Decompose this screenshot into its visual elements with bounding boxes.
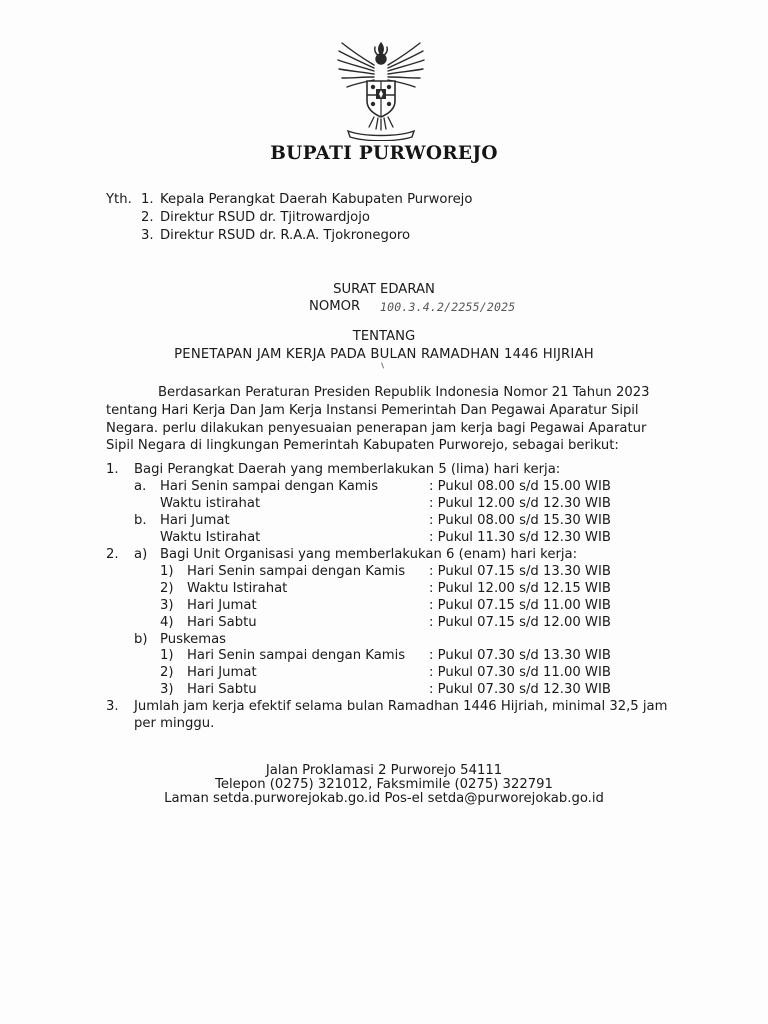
section2b-row-2-time: : Pukul 07.30 s/d 11.00 WIB [429, 665, 611, 680]
section2a-row-4-time: : Pukul 07.15 s/d 12.00 WIB [429, 615, 611, 630]
section2a-row-1-time: : Pukul 07.15 s/d 13.30 WIB [429, 564, 611, 579]
section3-num: 3. [106, 699, 119, 714]
section2b-marker: b) [134, 632, 148, 647]
section1-row-2-label: Waktu istirahat [160, 496, 261, 511]
nomor-label: NOMOR [309, 299, 361, 314]
nomor-value: 100.3.4.2/2255/2025 [380, 300, 516, 314]
intro-line-1: Berdasarkan Peraturan Presiden Republik Indonesia Nomor 21 Tahun 2023 [158, 385, 650, 400]
footer-phone: Telepon (0275) 321012, Faksmimile (0275) 322791 [215, 777, 553, 792]
section1-row-3-time: : Pukul 08.00 s/d 15.30 WIB [429, 513, 611, 528]
recipient-3-num: 3. [141, 228, 154, 243]
section1-row-2-time: : Pukul 12.00 s/d 12.30 WIB [429, 496, 611, 511]
section1-row-1-marker: a. [134, 479, 147, 494]
section2b-row-1-time: : Pukul 07.30 s/d 13.30 WIB [429, 648, 611, 663]
tentang-label: TENTANG [352, 329, 416, 344]
recipient-2-num: 2. [141, 210, 154, 225]
section1-num: 1. [106, 462, 119, 477]
section1-row-4-time: : Pukul 11.30 s/d 12.30 WIB [429, 530, 611, 545]
section2a-marker: a) [134, 547, 148, 562]
section2a-row-3-marker: 3) [160, 598, 174, 613]
section1-row-1-label: Hari Senin sampai dengan Kamis [160, 479, 379, 494]
section2a-row-2-time: : Pukul 12.00 s/d 12.15 WIB [429, 581, 611, 596]
section2a-row-3-label: Hari Jumat [187, 598, 257, 613]
section2b-row-3-time: : Pukul 07.30 s/d 12.30 WIB [429, 682, 611, 697]
section2a-row-4-label: Hari Sabtu [187, 615, 257, 630]
section2a-row-1-marker: 1) [160, 564, 174, 579]
intro-line-3: Negara. perlu dilakukan penyesuaian penerapan jam kerja bagi Pegawai Aparatur [106, 421, 647, 436]
section2b-row-3-label: Hari Sabtu [187, 682, 257, 697]
section2a-title: Bagi Unit Organisasi yang memberlakukan 6 (enam) hari kerja: [160, 547, 578, 562]
footer-web: Laman setda.purworejokab.go.id Pos-el setda@purworejokab.go.id [164, 791, 604, 806]
section2b-title: Puskemas [160, 632, 227, 647]
section2a-row-4-marker: 4) [160, 615, 174, 630]
section1-row-4-label: Waktu Istirahat [160, 530, 261, 545]
header-title: BUPATI PURWOREJO [270, 143, 498, 164]
section2a-row-3-time: : Pukul 07.15 s/d 11.00 WIB [429, 598, 611, 613]
section1-row-1-time: : Pukul 08.00 s/d 15.00 WIB [429, 479, 611, 494]
section2b-row-3-marker: 3) [160, 682, 174, 697]
section2-num: 2. [106, 547, 119, 562]
recipient-1-num: 1. [141, 192, 154, 207]
recipient-1-text: Kepala Perangkat Daerah Kabupaten Purworejo [160, 192, 473, 207]
section3-line-1: Jumlah jam kerja efektif selama bulan Ramadhan 1446 Hijriah, minimal 32,5 jam [134, 699, 668, 714]
circular-heading: SURAT EDARAN [333, 282, 435, 297]
section2b-row-2-label: Hari Jumat [187, 665, 257, 680]
recipient-3-text: Direktur RSUD dr. R.A.A. Tjokronegoro [160, 228, 411, 243]
section2b-row-1-label: Hari Senin sampai dengan Kamis [187, 648, 406, 663]
section1-title: Bagi Perangkat Daerah yang memberlakukan 5 (lima) hari kerja: [134, 462, 561, 477]
section1-row-3-label: Hari Jumat [160, 513, 230, 528]
garuda-emblem-icon [334, 37, 428, 141]
section1-row-3-marker: b. [134, 513, 147, 528]
section2b-row-1-marker: 1) [160, 648, 174, 663]
section2a-row-1-label: Hari Senin sampai dengan Kamis [187, 564, 406, 579]
footer-address: Jalan Proklamasi 2 Purworejo 54111 [265, 763, 503, 778]
section2a-row-2-label: Waktu Istirahat [187, 581, 288, 596]
section2b-row-2-marker: 2) [160, 665, 174, 680]
circular-subject: PENETAPAN JAM KERJA PADA BULAN RAMADHAN 1446 HIJRIAH [174, 347, 594, 362]
section3-line-2: per minggu. [134, 716, 215, 731]
recipient-prefix: Yth. [106, 192, 132, 207]
intro-line-4: Sipil Negara di lingkungan Pemerintah Kabupaten Purworejo, sebagai berikut: [106, 438, 619, 453]
recipient-2-text: Direktur RSUD dr. Tjitrowardjojo [160, 210, 370, 225]
section2a-row-2-marker: 2) [160, 581, 174, 596]
intro-line-2: tentang Hari Kerja Dan Jam Kerja Instansi Pemerintah Dan Pegawai Aparatur Sipil [106, 403, 639, 418]
